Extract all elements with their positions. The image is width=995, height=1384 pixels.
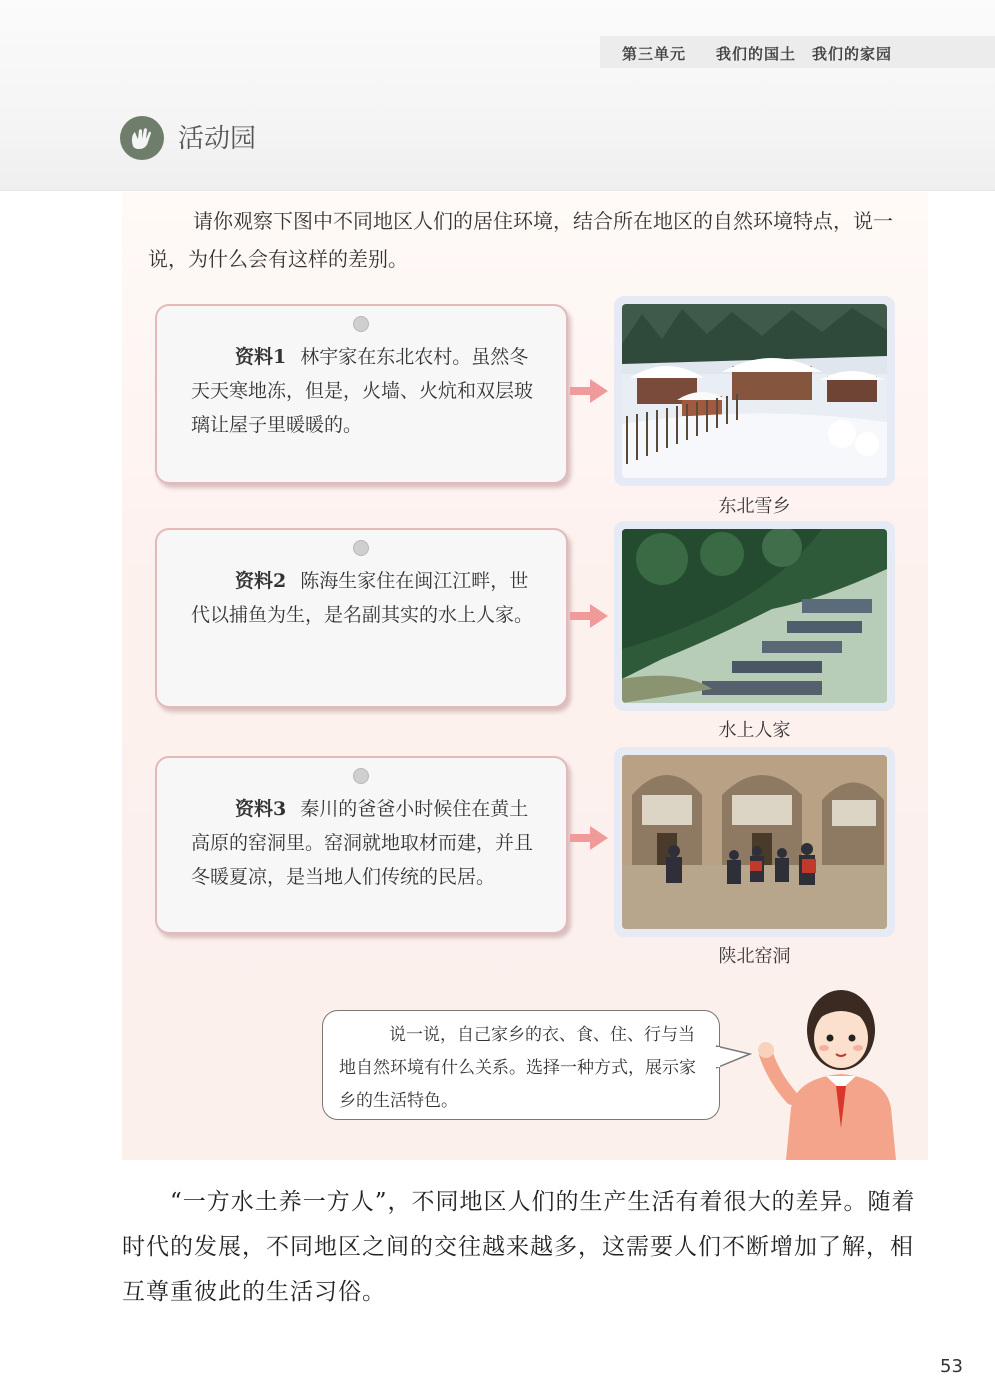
snow-village-photo xyxy=(622,304,887,478)
cave-dwelling-photo xyxy=(622,755,887,929)
info-card-1 xyxy=(155,304,568,484)
photo-caption: 水上人家 xyxy=(718,720,791,741)
speech-bubble: 说一说，自己家乡的衣、食、住、行与当地自然环境有什么关系。选择一种方式，展示家乡的生活特色。 xyxy=(322,1010,720,1120)
conclusion-paragraph: “一方水土养一方人”，不同地区人们的生产生活有着很大的差异。随着时代的发展，不同地区之间的交往越来越多，这需要人们不断增加了解，相互尊重彼此的生活习俗。 xyxy=(122,1189,916,1305)
card-hole-icon xyxy=(353,768,369,784)
unit-label: 第三单元 xyxy=(622,45,687,63)
page-number: 53 xyxy=(940,1356,963,1377)
speech-tail-icon xyxy=(716,1042,752,1072)
card-hole-icon xyxy=(353,540,369,556)
card-label: 资料1 xyxy=(235,346,287,368)
chapter-header xyxy=(622,43,892,64)
card-label: 资料2 xyxy=(235,570,287,592)
girl-illustration xyxy=(756,978,926,1160)
hands-icon xyxy=(120,116,164,160)
arrow-right-icon xyxy=(570,604,608,628)
chapter-title: 我们的国土 我们的家园 xyxy=(716,45,893,63)
water-homes-photo xyxy=(622,529,887,703)
photo-water-homes xyxy=(614,521,895,711)
info-card-3 xyxy=(155,756,568,934)
card-text: 陈海生家住在闽江江畔，世代以捕鱼为生，是名副其实的水上人家。 xyxy=(191,570,534,626)
arrow-right-icon xyxy=(570,826,608,850)
section-title: 活动园 xyxy=(178,124,257,154)
arrow-right-icon xyxy=(570,379,608,403)
info-card-2 xyxy=(155,528,568,708)
card-text: 秦川的爸爸小时候住在黄土高原的窑洞里。窑洞就地取材而建，并且冬暖夏凉，是当地人们传统的民居。 xyxy=(191,798,534,888)
instruction-text: 请你观察下图中不同地区人们的居住环境，结合所在地区的自然环境特点，说一说，为什么会有这样的差别。 xyxy=(148,209,893,271)
card-hole-icon xyxy=(353,316,369,332)
card-text: 林宇家在东北农村。虽然冬天天寒地冻，但是，火墙、火炕和双层玻璃让屋子里暖暖的。 xyxy=(191,346,534,436)
photo-cave-dwelling xyxy=(614,747,895,937)
photo-snow-village xyxy=(614,296,895,486)
card-label: 资料3 xyxy=(235,798,287,820)
header-bar xyxy=(0,0,995,191)
photo-caption: 陕北窑洞 xyxy=(718,946,791,967)
photo-caption: 东北雪乡 xyxy=(718,496,791,517)
